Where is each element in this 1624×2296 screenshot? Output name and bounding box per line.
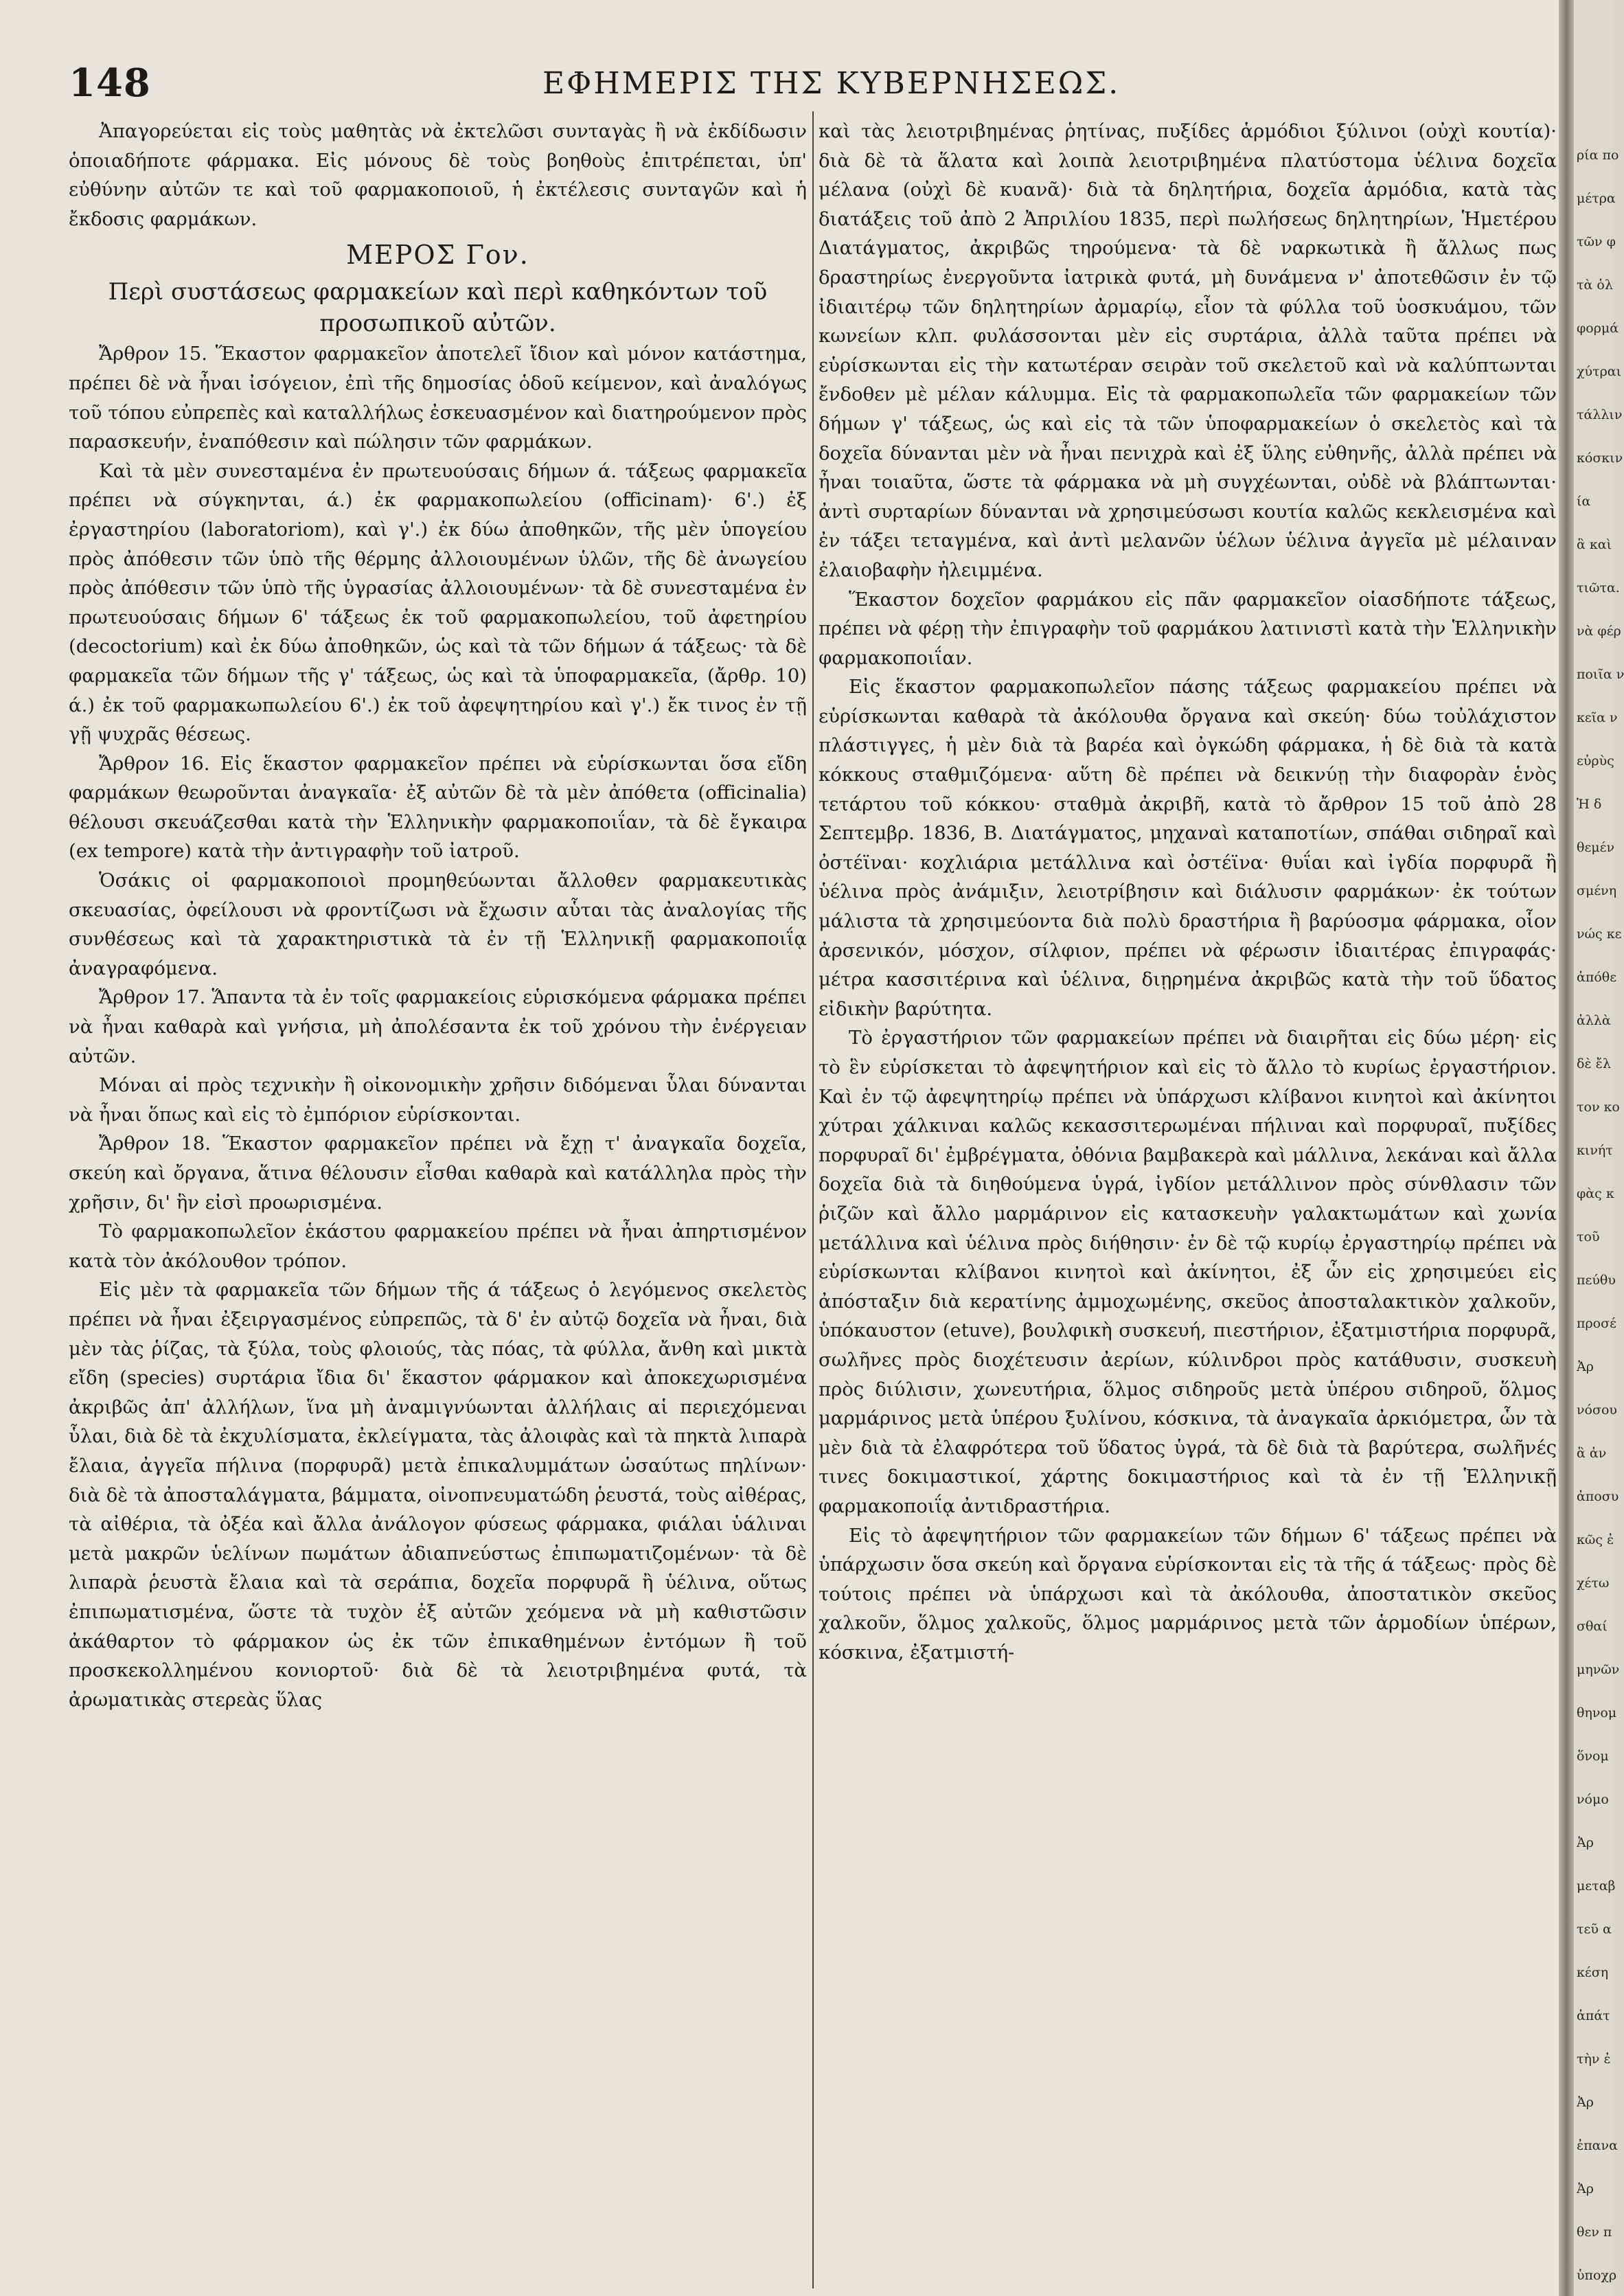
paragraph: Τὸ φαρμακοπωλεῖον ἑκάστου φαρμακείου πρέπει νὰ ἦναι ἀπηρτισμένον κατὰ τὸν ἀκόλουθον τρόπον. <box>69 1220 807 1272</box>
adjacent-page-fragment: ἀπάτ <box>1577 2008 1610 2023</box>
paragraph: Μόναι αἱ πρὸς τεχνικὴν ἢ οἰκονομικὴν χρῆσιν διδόμεναι ὗλαι δύνανται νὰ ἦναι ὅπως καὶ εἰς τὸ ἐμπόριον εὑρίσκονται. <box>69 1074 807 1126</box>
adjacent-page-fragment: τὰ ὁλ <box>1577 277 1613 293</box>
article-15: Ἄρθρον 15. Ἕκαστον φαρμακεῖον ἀποτελεῖ ἴδιον καὶ μόνον κατάστημα, πρέπει δὲ νὰ ἦναι ἰσόγειον, ἐπὶ τῆς δημοσίας ὁδοῦ κείμενον, καὶ ἀναλόγως τοῦ τόπου εὐπρεπὲς καὶ καταλλήλως ἐσκευασμένον καὶ διατηρούμενον πρὸς παρασκευήν, ἐναπόθεσιν καὶ πώλησιν τῶν φαρμάκων. <box>69 343 807 453</box>
paragraph: Τὸ ἐργαστήριον τῶν φαρμακείων πρέπει νὰ διαιρῆται εἰς δύω μέρη· εἰς τὸ ἓν εὑρίσκεται τὸ ἀφεψητήριον καὶ εἰς τὸ ἄλλο τὸ κυρίως ἐργαστήριον. Καὶ ἐν τῷ ἀφεψητηρίῳ πρέπει νὰ ὑπάρχωσι κλίβανοι κινητοὶ καὶ ἀκίνητοι χύτραι χάλκιναι καλῶς κεκασσιτερωμέναι πήλιναι καὶ πορφυραῖ, πυξίδες πορφυραῖ δι' ἐμβρέγματα, ὀθόνια βαμβακερὰ καὶ μάλλινα, λεκάναι καὶ ἄλλα δοχεῖα διὰ τὰ διηθούμενα ὑγρά, ἰγδίον μετάλλινον πρὸς σύνθλασιν τῶν ῥιζῶν καὶ ἄλλο μαρμάρινον εἰς κατασκευὴν γαλακτωμάτων καὶ χωνία μετάλλινα καὶ ὑέλινα πρὸς διήθησιν· ἐν δὲ τῷ κυρίῳ ἐργαστηρίῳ πρέπει νὰ εὑρίσκωνται κλίβανοι κινητοὶ καὶ ἀκίνητοι, ἐξ ὧν εἰς χρησιμεύει εἰς ἀπόσταξιν διὰ κερατίνης ἀμμοχωμένης, σκεῦος ἀποσταλακτικὸν χαλκοῦν, ὑπόκαυστον (etuve), βουλφικὴ συσκευή, πιεστήριον, ἐξατμιστήρια πορφυρᾶ, σωλῆνες πρὸς διοχέτευσιν ἀερίων, κύλινδροι πρὸς κατάθυσιν, συσκευὴ πρὸς διύλισιν, χωνευτήρια, ὅλμος σιδηροῦς μετὰ ὑπέρου σιδηροῦ, ὅλμος μαρμάρινος μετὰ ὑπέρου ξυλίνου, κόσκινα, τὰ ἀναγκαῖα ἀρκιόμετρα, ὧν τὰ μὲν διὰ τὰ ἐλαφρότερα τοῦ ὕδατος ὑγρά, τὰ δὲ διὰ τὰ βαρύτερα, σωλῆνές τινες δοκιμαστικοί, χάρτης δοκιμαστήριος καὶ τὰ ἐν τῇ Ἑλληνικῇ φαρμακοποιΐᾳ ἀντιδραστήρια. <box>819 1027 1557 1517</box>
adjacent-page-fragment: ἃ καὶ <box>1577 537 1612 552</box>
adjacent-page-fragment: ὅνομ <box>1577 1749 1609 1764</box>
adjacent-page-fragment: τῶν φ <box>1577 234 1616 249</box>
adjacent-page-fragment: Ἀρ <box>1577 1359 1594 1374</box>
adjacent-page-fragment: τιῶτα. <box>1577 580 1620 595</box>
adjacent-page-fragment: φὰς κ <box>1577 1186 1614 1201</box>
adjacent-page-fragment: χύτραι <box>1577 364 1622 379</box>
adjacent-page-fragment: σμένη <box>1577 883 1617 898</box>
adjacent-page-fragment: ρία πο <box>1577 148 1619 163</box>
adjacent-page-fragment: κόσκιν <box>1577 451 1623 466</box>
adjacent-page-fragment: Ἀρ <box>1577 2181 1594 2196</box>
adjacent-page-fragment: Ἡ δ <box>1577 797 1602 812</box>
adjacent-page-fragment: χέτω <box>1577 1576 1610 1591</box>
adjacent-page-fragment: εὐρὺς <box>1577 753 1614 769</box>
adjacent-page-fragment: θεν π <box>1577 2225 1612 2240</box>
adjacent-page-fragment: δὲ ἔλ <box>1577 1056 1611 1071</box>
paragraph: Εἰς ἕκαστον φαρμακοπωλεῖον πάσης τάξεως φαρμακείου πρέπει νὰ εὑρίσκωνται καθαρὰ τὰ ἀκόλουθα ὄργανα καὶ σκεύη· δύω τοὐλάχιστον πλάστιγγες, ἡ μὲν διὰ τὰ βαρέα καὶ ὀγκώδη φάρμακα, ἡ δὲ διὰ τὰ κατὰ κόκκους σταθμιζόμενα· αὕτη δὲ πρέπει νὰ δεικνύῃ τὴν διαφορὰν ἑνὸς τετάρτου τοῦ κόκκου· σταθμὰ ἀκριβῆ, κατὰ τὸ ἄρθρον 15 τοῦ ἀπὸ 28 Σεπτεμβρ. 1836, Β. Διατάγματος, μηχαναὶ καταποτίων, σπάθαι σιδηραῖ καὶ ὀστέϊναι· κοχλιάρια μετάλλινα καὶ ὀστέϊνα· θυΐαι καὶ ἰγδία πορφυρᾶ ἢ ὑέλινα πρὸς ἀνάμιξιν, λειοτρίβησιν καὶ διάλυσιν φαρμάκων· ἐκ τούτων μάλιστα τὰ χρησιμεύοντα διὰ πολὺ δραστήρια ἢ βαρύοσμα φάρμακα, οἷον ἀρσενικόν, μόσχον, σίλφιον, πρέπει νὰ φέρωσιν ἰδιαιτέρας ἐπιγραφάς· μέτρα κασσιτέρινα καὶ ὑέλινα, διῃρημένα ἀκριβῶς κατὰ τὴν τοῦ ὕδατος εἰδικὴν βαρύτητα. <box>819 676 1557 1020</box>
article-17: Ἄρθρον 17. Ἅπαντα τὰ ἐν τοῖς φαρμακείοις εὑρισκόμενα φάρμακα πρέπει νὰ ἦναι καθαρὰ καὶ γνήσια, μὴ ἀπολέσαντα ἐκ τοῦ χρόνου τὴν ἐνέργειαν αὐτῶν. <box>69 986 807 1067</box>
adjacent-page-fragment: ία <box>1577 494 1591 509</box>
adjacent-page-fragment: κινήτ <box>1577 1143 1613 1158</box>
adjacent-page-fragment: ἃ ἀν <box>1577 1446 1607 1461</box>
adjacent-page-fragment: νόμο <box>1577 1792 1609 1807</box>
adjacent-page-fragment: νόσου <box>1577 1402 1617 1418</box>
paragraph: Ὁσάκις οἱ φαρμακοποιοὶ προμηθεύωνται ἄλλοθεν φαρμακευτικὰς σκευασίας, ὀφείλουσι νὰ φροντίζωσι νὰ ἔχωσιν αὗται τὰς ἀναλογίας τῆς συνθέσεως καὶ τὰ χαρακτηριστικὰ τὰ ἐν τῇ Ἑλληνικῇ φαρμακοποιΐᾳ ἀναγραφόμενα. <box>69 869 807 979</box>
adjacent-page-fragment: Ἀρ <box>1577 1835 1594 1850</box>
paragraph: καὶ τὰς λειοτριβημένας ῥητίνας, πυξίδες ἁρμόδιοι ξύλινοι (οὐχὶ κουτία)· διὰ δὲ τὰ ἅλατα καὶ λοιπὰ λειοτριβημένα πλατύστομα ὑέλινα δοχεῖα μέλανα (οὐχὶ δὲ κυανᾶ)· διὰ τὰ δηλητήρια, δοχεῖα ἁρμόδια, κατὰ τὰς διατάξεις τοῦ ἀπὸ 2 Ἀπριλίου 1835, περὶ πωλήσεως δηλητηρίων, Ἡμετέρου Διατάγματος, ἀκριβῶς τηρούμενα· τὰ δὲ ναρκωτικὰ ἢ ἄλλως πως δραστηρίως ἐνεργοῦντα ἰατρικὰ φυτά, μὴ δυνάμενα ν' ἀποτεθῶσιν ἐν τῷ ἰδιαιτέρῳ τῶν δηλητηρίων ἀρμαρίῳ, εἶον τὰ φύλλα τοῦ ὑοσκυάμου, τῶν κωνείων κλπ. φυλάσσονται μὲν εἰς συρτάρια, ἀλλὰ ταῦτα πρέπει νὰ εὑρίσκωνται εἰς τὴν κατωτέραν σειρὰν τοῦ σκελετοῦ καὶ νὰ καλύπτωνται ἔνδοθεν μὲ μέλαν κάλυμμα. Εἰς τὰ φαρμακοπωλεῖα τῶν φαρμακείων τῶν δήμων γ' τάξεως, ὡς καὶ εἰς τὰ τῶν ὑποφαρμακείων ὁ σκελετὸς καὶ τὰ δοχεῖα δύνανται μὲν νὰ ἦναι πενιχρὰ καὶ ἐξ ὕλης εὐθηνῆς, ἀλλὰ πρέπει νὰ ἦναι τοιαῦτα, ὥστε τὰ φάρμακα νὰ μὴ συγχέωνται, οὐδὲ νὰ βλάπτωνται· ἀντὶ συρταρίων δύνανται νὰ χρησιμεύσωσι κουτία καλῶς κεκλεισμένα καὶ ἐν τάξει τεταγμένα, καὶ ἀντὶ μελανῶν ὑέλων ὑέλινα ἀγγεῖα μὲ μέλαιναν ἐλαιοβαφὴν ἠλειμμένα. <box>819 120 1557 581</box>
paragraph: Εἰς μὲν τὰ φαρμακεῖα τῶν δήμων τῆς ά τάξεως ὁ λεγόμενος σκελετὸς πρέπει νὰ ἦναι ἐξειργασμένος εὐπρεπῶς, τὰ δ' ἐν αὐτῷ δοχεῖα νὰ ἦναι, διὰ μὲν τὰς ῥίζας, τὰ ξύλα, τοὺς φλοιούς, τὰς πόας, τὰ φύλλα, ἄνθη καὶ μικτὰ εἴδη (species) συρτάρια ἴδια δι' ἕκαστον φάρμακον καὶ ἀποκεχωρισμένα ἀκριβῶς ἀπ' ἀλλήλων, ἵνα μὴ ἀναμιγνύωνται ἀλλήλαις αἱ περιεχόμεναι ὗλαι, διὰ δὲ τὰ ἐκχυλίσματα, ἐκλείγματα, τὰς ἀλοιφὰς καὶ τὰ πηκτὰ λιπαρὰ ἔλαια, ἀγγεῖα πήλινα (πορφυρᾶ) μετὰ ἐπικαλυμμάτων ὡσαύτως πηλίνων· διὰ δὲ τὰ ἀποσταλάγματα, βάμματα, οἰνοπνευματώδη ῥευστά, τοὺς αἰθέρας, τὰ αἰθέρια, τὰ ὀξέα καὶ ἄλλα ἀνάλογον φύσεως φάρμακα, φιάλαι ὑάλιναι μετὰ μακρῶν ὑελίνων πωμάτων ἀδιαπνεύστως ἐπιπωματιζομένων· τὰ δὲ λιπαρὰ ῥευστὰ ἔλαια καὶ τὰ σεράπια, δοχεῖα πορφυρᾶ ἢ ὑέλινα, οὕτως ἐπιπωματισμένα, ὥστε τὰ τυχὸν ἐξ αὐτῶν χεόμενα νὰ μὴ καθιστῶσιν ἀκάθαρτον τὸ φάρμακον ὡς ἐκ τῶν ἐπικαθημένων ἐντόμων ἢ τοῦ προσκεκολλημένου κονιορτοῦ· διὰ δὲ τὰ λειοτριβημένα φυτά, τὰ ἀρωματικὰς στερεὰς ὕλας <box>69 1279 807 1711</box>
left-column <box>69 117 807 1714</box>
adjacent-page-fragment: τὴν ἐ <box>1577 2051 1611 2067</box>
adjacent-page-fragment: θηνομ <box>1577 1705 1617 1720</box>
adjacent-page-fragment: φορμά <box>1577 321 1619 336</box>
adjacent-page-fragment: πεύθυ <box>1577 1273 1616 1288</box>
page-header <box>69 60 1552 115</box>
right-column <box>819 117 1557 1667</box>
column-rule <box>812 111 814 2288</box>
adjacent-page-fragment: Ἀρ <box>1577 2095 1594 2110</box>
adjacent-page-fragment: κέση <box>1577 1965 1609 1980</box>
paragraph: Ἀπαγορεύεται εἰς τοὺς μαθητὰς νὰ ἐκτελῶσι συνταγὰς ἢ νὰ ἐκδίδωσιν ὁποιαδήποτε φάρμακα. Εἰς μόνους δὲ τοὺς βοηθοὺς ἐπιτρέπεται, ὑπ' εὐθύνην αὐτῶν τε καὶ τοῦ φαρμακοποιοῦ, ἡ ἐκτέλεσις συνταγῶν καὶ ἡ ἔκδοσις φαρμάκων. <box>69 120 807 230</box>
adjacent-page-fragment: ποιῖα ν <box>1577 667 1624 682</box>
page-number: 148 <box>69 60 151 106</box>
paragraph: Καὶ τὰ μὲν συνεσταμένα ἐν πρωτευούσαις δήμων ά. τάξεως φαρμακεῖα πρέπει νὰ σύγκηνται, ά.) ἐκ φαρμακοπωλείου (officinam)· 6'.) ἐξ ἐργαστηρίου (laboratoriom), καὶ γ'.) ἐκ δύω ἀποθηκῶν, τῆς μὲν ὑπογείου πρὸς ἀπόθεσιν τῶν ὑπὸ τῆς θέρμης ἀλλοιουμένων ὑλῶν, τῆς δὲ ἀνωγείου πρὸς ἀπόθεσιν τῶν ὑπὸ τῆς ὑγρασίας ἀλλοιουμένων· τὰ δὲ συνεσταμένα ἐν πρωτευούσαις δήμων 6' τάξεως ἐκ τοῦ φαρμακοπωλείου, τοῦ ἀφετηρίου (decoctorium) καὶ ἐκ δύω ἀποθηκῶν, ὡς καὶ τὰ τῶν δήμων ά τάξεως· τὰ δὲ φαρμακεῖα τῶν δήμων τῆς γ' τάξεως, ὡς καὶ τὰ ὑποφαρμακεῖα, (ἄρθρ. 10) ά.) ἐκ τοῦ φαρμακωπωλείου 6'.) ἐκ τοῦ ἀφεψητηρίου καὶ γ'.) ἔκ τινος ἐν τῇ γῇ ψυχρᾶς θέσεως. <box>69 459 807 746</box>
adjacent-page-fragment: ὑποχρ <box>1577 2268 1617 2283</box>
adjacent-page-fragment: ἐπανα <box>1577 2138 1618 2153</box>
adjacent-page-fragment: μηνῶν <box>1577 1662 1620 1677</box>
book-gutter <box>1559 0 1574 2296</box>
adjacent-page-fragment: κεῖα ν <box>1577 710 1618 725</box>
adjacent-page-fragment: νὰ φέρ <box>1577 624 1621 639</box>
adjacent-page-fragment: τον κο <box>1577 1100 1620 1115</box>
paragraph: Ἕκαστον δοχεῖον φαρμάκου εἰς πᾶν φαρμακεῖον οἱασδήποτε τάξεως, πρέπει νὰ φέρῃ τὴν ἐπιγραφὴν τοῦ φαρμάκου λατινιστὶ κατὰ τὴν Ἑλληνικὴν φαρμακοποιΐαν. <box>819 588 1557 669</box>
adjacent-page-fragment: μέτρα <box>1577 191 1616 206</box>
adjacent-page-fragment: τοῦ <box>1577 1229 1600 1244</box>
adjacent-page-fragment: θεμέν <box>1577 840 1615 855</box>
adjacent-page-fragment: κῶς ἐ <box>1577 1532 1614 1547</box>
article-16: Ἄρθρον 16. Εἰς ἕκαστον φαρμακεῖον πρέπει νὰ εὑρίσκωνται ὅσα εἴδη φαρμάκων θεωροῦνται ἀναγκαῖα· ἐξ αὐτῶν δὲ τὰ μὲν ἀπόθετα (officinalia) θέλουσι σκευάζεσθαι κατὰ τὴν Ἑλληνικὴν φαρμακοποιΐαν, τὰ δὲ ἔγκαιρα (ex tempore) κατὰ τὴν ἀντιγραφὴν τοῦ ἰατροῦ. <box>69 752 807 863</box>
adjacent-page-edge <box>1574 0 1624 2296</box>
adjacent-page-fragment: νώς κε <box>1577 927 1622 942</box>
adjacent-page-fragment: προσέ <box>1577 1316 1616 1331</box>
adjacent-page-fragment: τάλλιν <box>1577 407 1623 422</box>
running-title: ΕΦΗΜΕΡΙΣ ΤΗΣ ΚΥΒΕΡΝΗΣΕΩΣ. <box>542 66 1121 101</box>
section-title: ΜΕΡΟΣ Γον. <box>346 240 529 271</box>
section-subtitle: Περὶ συστάσεως φαρμακείων καὶ περὶ καθηκόντων τοῦ προσωπικοῦ αὐτῶν. <box>108 278 768 338</box>
adjacent-page-fragment: σθαί <box>1577 1619 1608 1634</box>
adjacent-page-fragment: ἀποσυ <box>1577 1489 1619 1504</box>
paragraph: Εἰς τὸ ἀφεψητήριον τῶν φαρμακείων τῶν δήμων 6' τάξεως πρέπει νὰ ὑπάρχωσιν ὅσα σκεύη καὶ ὄργανα εὑρίσκονται εἰς τὰ τῆς ά τάξεως· πρὸς δὲ τούτοις πρέπει νὰ ὑπάρχωσι καὶ τὰ ἀκόλουθα, ἀποστατικὸν σκεῦος χαλκοῦν, ὅλμος χαλκοῦς, ὅλμος μαρμάρινος μετὰ τῶν ἁρμοδίων ὑπέρων, κόσκινα, ἐξατμιστή- <box>819 1524 1557 1663</box>
adjacent-page-fragment: τεῦ α <box>1577 1922 1612 1937</box>
adjacent-page-fragment: ἀλλὰ <box>1577 1013 1611 1028</box>
adjacent-page-fragment: μεταβ <box>1577 1878 1616 1894</box>
article-18: Ἄρθρον 18. Ἕκαστον φαρμακεῖον πρέπει νὰ ἔχῃ τ' ἀναγκαῖα δοχεῖα, σκεύη καὶ ὄργανα, ἅτινα θέλουσιν εἶσθαι καθαρὰ καὶ κατάλληλα πρὸς τὴν χρῆσιν, δι' ἣν εἰσὶ προωρισμένα. <box>69 1133 807 1214</box>
adjacent-page-fragment: ἀπόθε <box>1577 970 1617 985</box>
